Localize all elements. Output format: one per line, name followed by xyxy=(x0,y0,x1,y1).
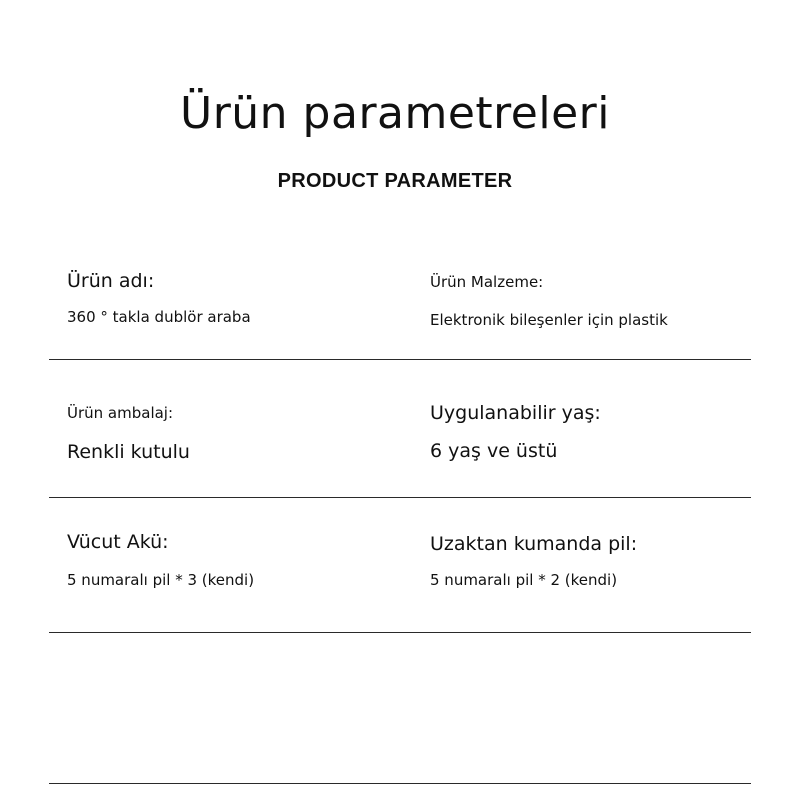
bottom-divider xyxy=(49,783,751,784)
param-value: Elektronik bileşenler için plastik xyxy=(430,311,668,329)
row-divider xyxy=(49,359,751,360)
row-divider xyxy=(49,497,751,498)
page-subtitle: PRODUCT PARAMETER xyxy=(277,170,513,192)
page-title: Ürün parametreleri xyxy=(180,88,610,139)
param-material xyxy=(430,273,668,329)
param-value: 360 ° takla dublör araba xyxy=(67,308,251,326)
param-label: Ürün ambalaj: xyxy=(67,404,174,422)
param-label: Vücut Akü: xyxy=(67,531,169,553)
param-value: Renkli kutulu xyxy=(67,441,190,463)
param-label: Uygulanabilir yaş: xyxy=(430,402,601,424)
param-body-battery xyxy=(67,531,254,589)
param-age xyxy=(430,402,601,462)
param-packaging xyxy=(67,404,190,463)
param-remote-battery xyxy=(430,533,637,589)
param-value: 5 numaralı pil * 3 (kendi) xyxy=(67,571,255,589)
param-label: Uzaktan kumanda pil: xyxy=(430,533,638,555)
param-product-name xyxy=(67,270,251,326)
param-value: 5 numaralı pil * 2 (kendi) xyxy=(430,571,618,589)
row-divider xyxy=(49,632,751,633)
param-label: Ürün Malzeme: xyxy=(430,273,544,291)
param-value: 6 yaş ve üstü xyxy=(430,440,558,462)
param-label: Ürün adı: xyxy=(67,270,155,292)
